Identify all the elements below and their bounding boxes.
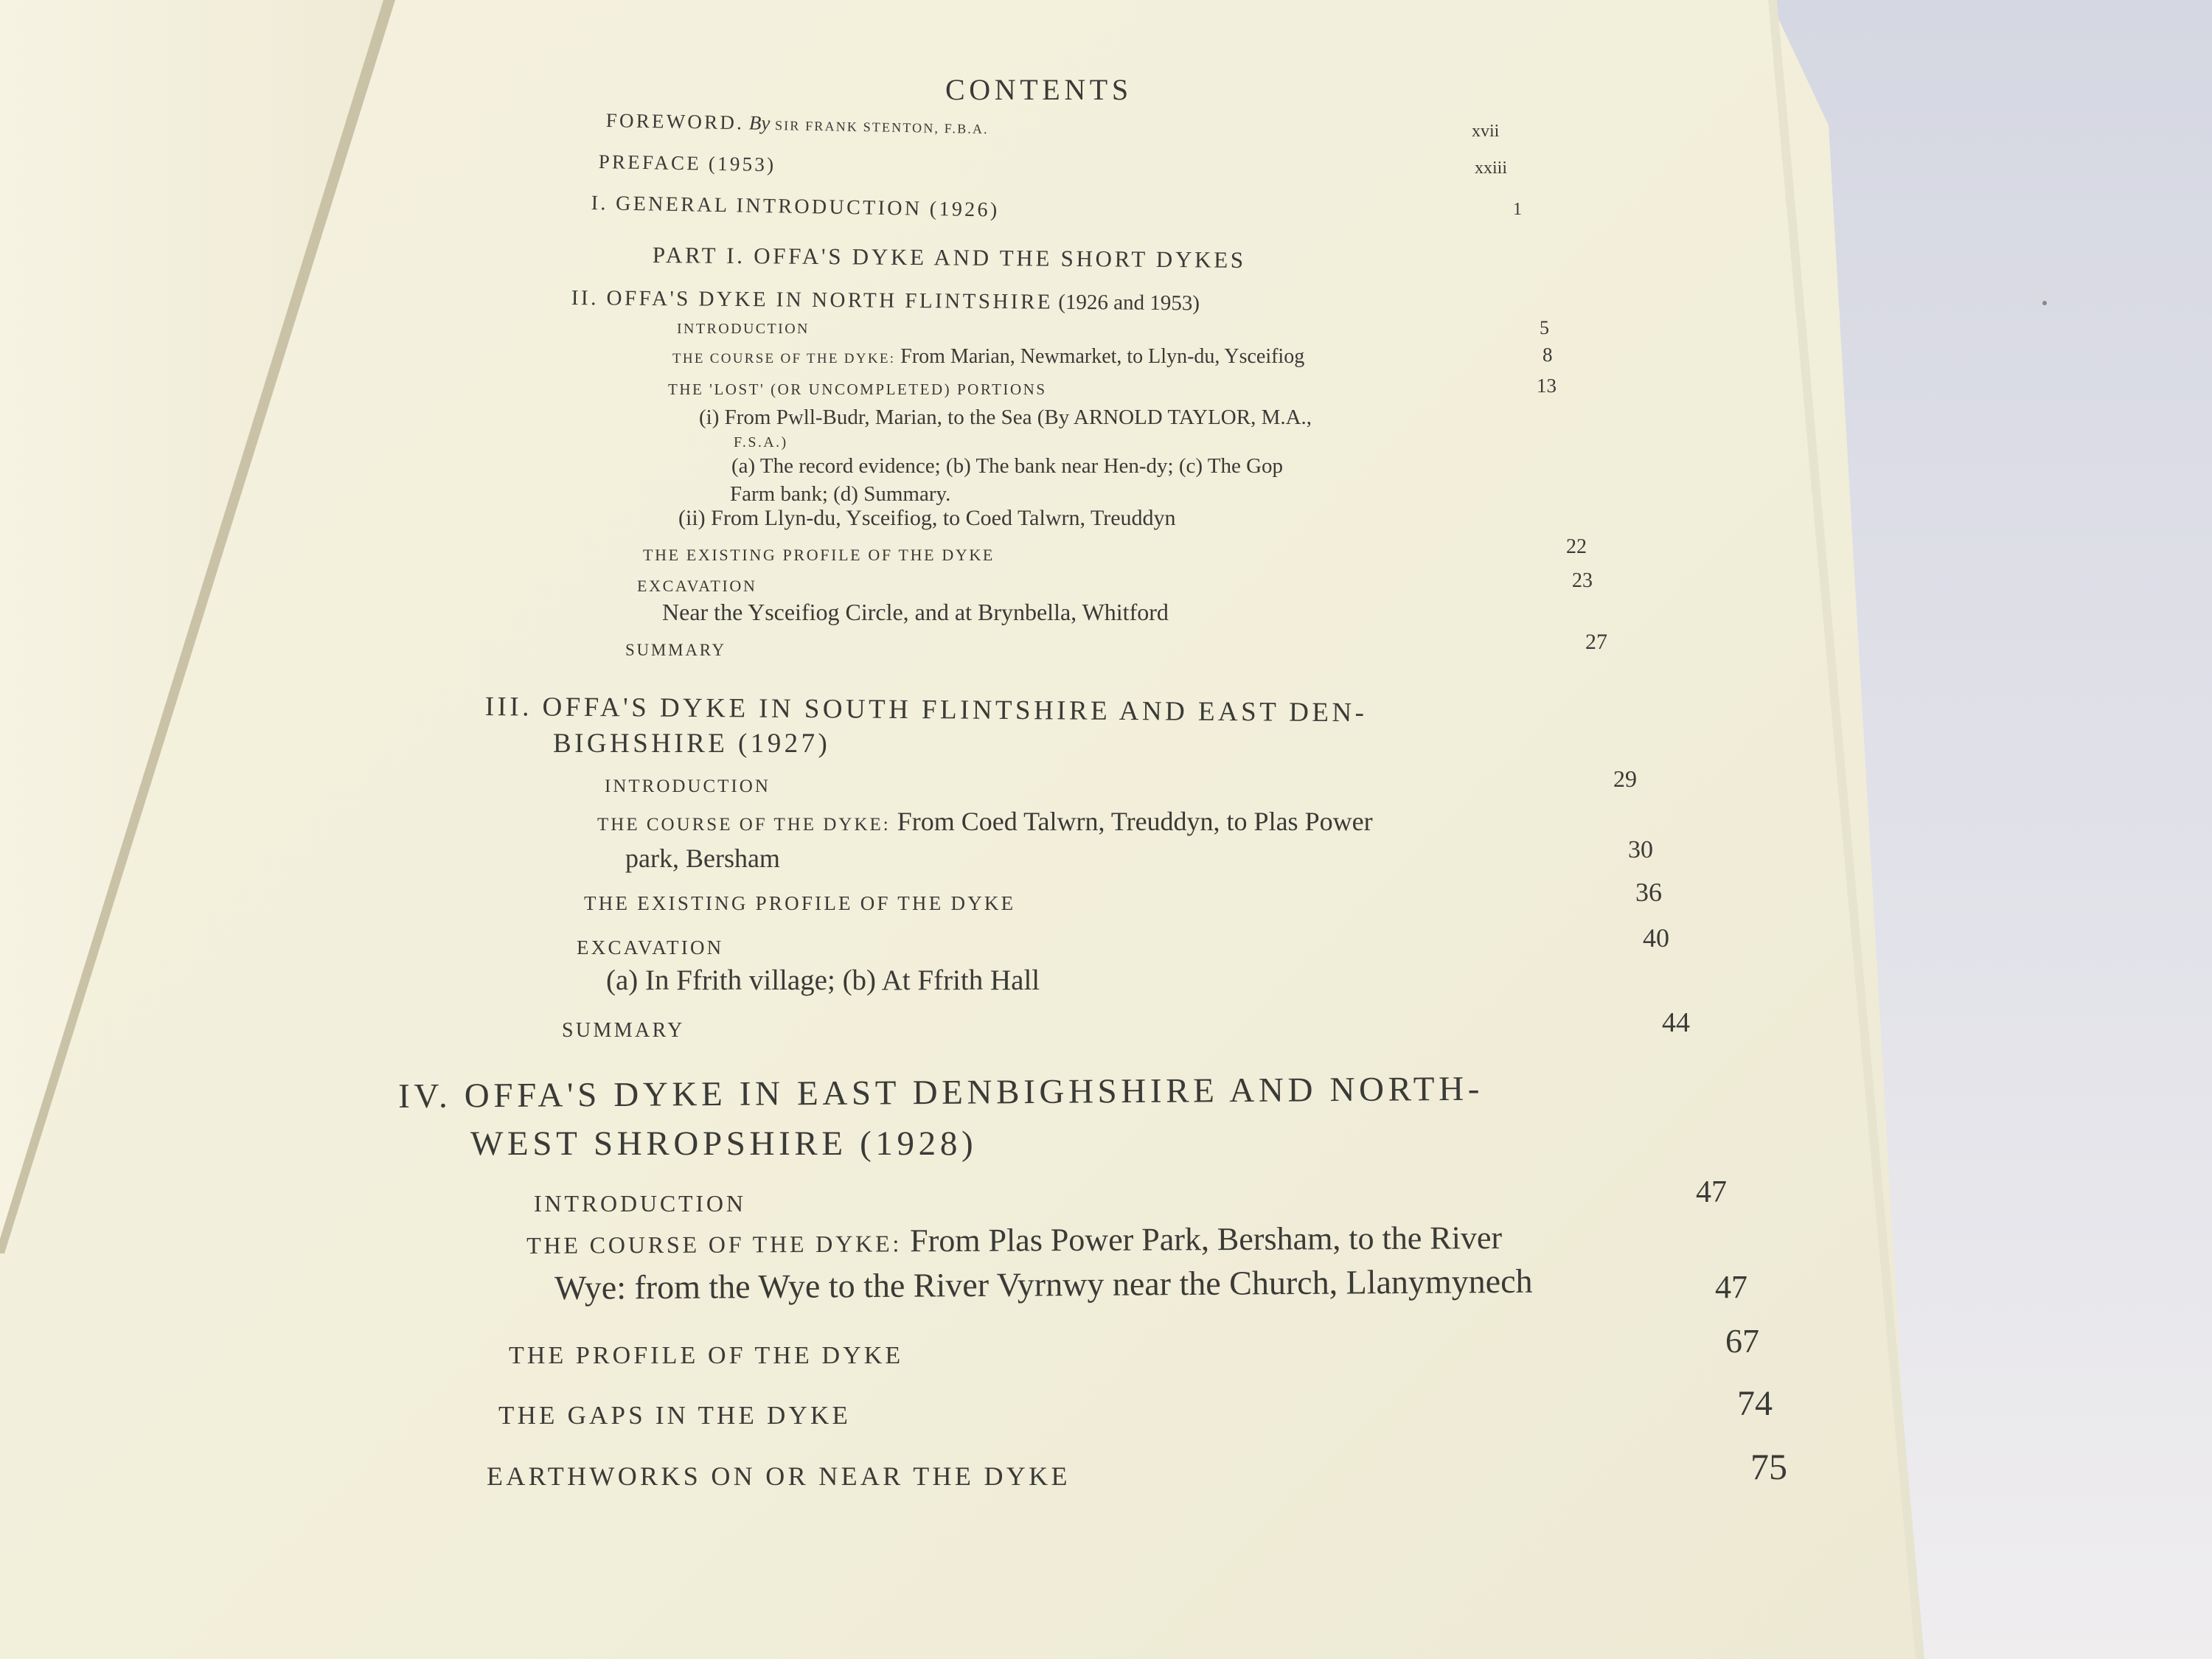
ch4-earthworks-page: 75 bbox=[1750, 1446, 1787, 1487]
ch3-introduction-page: 29 bbox=[1613, 765, 1637, 792]
ch2-excavation-page: 23 bbox=[1572, 569, 1593, 592]
ch4-gaps-page: 74 bbox=[1737, 1384, 1773, 1423]
ch2-excavation-text: Near the Ysceifiog Circle, and at Brynbella, Whitford bbox=[662, 599, 1169, 625]
ch2-excavation: EXCAVATION bbox=[637, 577, 757, 595]
ch2-summary-page: 27 bbox=[1585, 630, 1607, 654]
ch2-sub-i-line2: F.S.A.) bbox=[734, 434, 788, 451]
ch2-lost-portions-page: 13 bbox=[1537, 375, 1557, 397]
ch4-course-text-2: Wye: from the Wye to the River Vyrnwy near the Church, Llanymynech bbox=[554, 1262, 1533, 1307]
toc-preface: PREFACE (1953) bbox=[598, 150, 776, 176]
ch2-course-page: 8 bbox=[1543, 344, 1553, 366]
chapter-4-title-line1: IV. OFFA'S DYKE IN EAST DENBIGHSHIRE AND NORTH- bbox=[397, 1069, 1484, 1116]
chapter-3-title-line1: III. OFFA'S DYKE IN SOUTH FLINTSHIRE AND EAST DEN- bbox=[484, 692, 1368, 728]
page-general-introduction: 1 bbox=[1513, 200, 1522, 219]
ch3-introduction: INTRODUCTION bbox=[605, 776, 771, 796]
ch4-introduction: INTRODUCTION bbox=[534, 1190, 746, 1217]
ch2-profile: THE EXISTING PROFILE OF THE DYKE bbox=[643, 546, 995, 564]
toc-foreword bbox=[606, 111, 990, 137]
ch2-sub-i-line4: Farm bank; (d) Summary. bbox=[730, 482, 951, 506]
ch4-profile-page: 67 bbox=[1725, 1322, 1759, 1360]
ch2-course-text: From Marian, Newmarket, to Llyn-du, Ysceifiog bbox=[900, 345, 1305, 368]
ch4-course-page: 47 bbox=[1715, 1269, 1747, 1305]
ch2-course-label: THE COURSE OF THE DYKE: bbox=[672, 351, 896, 366]
ch3-excavation: EXCAVATION bbox=[577, 936, 724, 959]
ch3-profile-page: 36 bbox=[1635, 877, 1662, 907]
ch3-course-text-2: park, Bersham bbox=[625, 844, 780, 873]
ch2-sub-i-line3: (a) The record evidence; (b) The bank near Hen-dy; (c) The Gop bbox=[731, 454, 1284, 478]
ch2-summary: SUMMARY bbox=[625, 641, 726, 659]
ch2-course bbox=[672, 347, 1304, 367]
ch3-excavation-text: (a) In Ffrith village; (b) At Ffrith Hall bbox=[606, 964, 1040, 996]
chapter-4-title-line2: WEST SHROPSHIRE (1928) bbox=[470, 1124, 978, 1163]
ch3-course-text-1: From Coed Talwrn, Treuddyn, to Plas Power bbox=[897, 807, 1373, 836]
ch3-summary: SUMMARY bbox=[562, 1019, 685, 1042]
ch4-introduction-page: 47 bbox=[1696, 1175, 1727, 1209]
page-preface: xxiii bbox=[1475, 159, 1508, 178]
ch3-course bbox=[597, 808, 1373, 835]
ch4-earthworks: EARTHWORKS ON OR NEAR THE DYKE bbox=[487, 1461, 1071, 1491]
foreword-label: FOREWORD. bbox=[605, 109, 745, 134]
ch2-sub-i-line1: (i) From Pwll-Budr, Marian, to the Sea (By ARNOLD TAYLOR, M.A., bbox=[699, 406, 1312, 429]
foreword-by: By bbox=[748, 111, 771, 134]
ch2-lost-portions: THE 'LOST' (OR UNCOMPLETED) PORTIONS bbox=[668, 380, 1047, 398]
chapter-2-dates: (1926 and 1953) bbox=[1058, 290, 1200, 316]
ch3-profile: THE EXISTING PROFILE OF THE DYKE bbox=[584, 892, 1016, 914]
chapter-2-title: II. OFFA'S DYKE IN NORTH FLINTSHIRE bbox=[571, 286, 1054, 314]
toc-chapter-2 bbox=[571, 288, 1200, 314]
ch2-profile-page: 22 bbox=[1566, 535, 1587, 558]
ch4-course-text-1: From Plas Power Park, Bersham, to the River bbox=[910, 1220, 1503, 1259]
ch4-profile: THE PROFILE OF THE DYKE bbox=[509, 1342, 904, 1369]
foreword-author: SIR FRANK STENTON, F.B.A. bbox=[774, 118, 990, 137]
ch3-summary-page: 44 bbox=[1662, 1007, 1690, 1038]
contents-title: CONTENTS bbox=[945, 73, 1133, 106]
ch4-course-label: THE COURSE OF THE DYKE: bbox=[526, 1230, 902, 1259]
ch4-course bbox=[526, 1222, 1502, 1259]
ch3-course-label: THE COURSE OF THE DYKE: bbox=[597, 815, 891, 835]
toc-general-introduction: I. GENERAL INTRODUCTION (1926) bbox=[591, 192, 1000, 222]
part-heading: PART I. OFFA'S DYKE AND THE SHORT DYKES bbox=[652, 242, 1246, 274]
ch3-course-page: 30 bbox=[1628, 836, 1653, 863]
page-foreword: xvii bbox=[1472, 122, 1500, 141]
ch3-excavation-page: 40 bbox=[1643, 923, 1669, 953]
ch2-introduction: INTRODUCTION bbox=[677, 321, 810, 337]
ch2-sub-ii: (ii) From Llyn-du, Ysceifiog, to Coed Talwrn, Treuddyn bbox=[678, 506, 1176, 530]
ch2-introduction-page: 5 bbox=[1540, 317, 1549, 338]
ch4-gaps: THE GAPS IN THE DYKE bbox=[498, 1401, 852, 1430]
chapter-3-title-line2: BIGHSHIRE (1927) bbox=[553, 728, 831, 759]
